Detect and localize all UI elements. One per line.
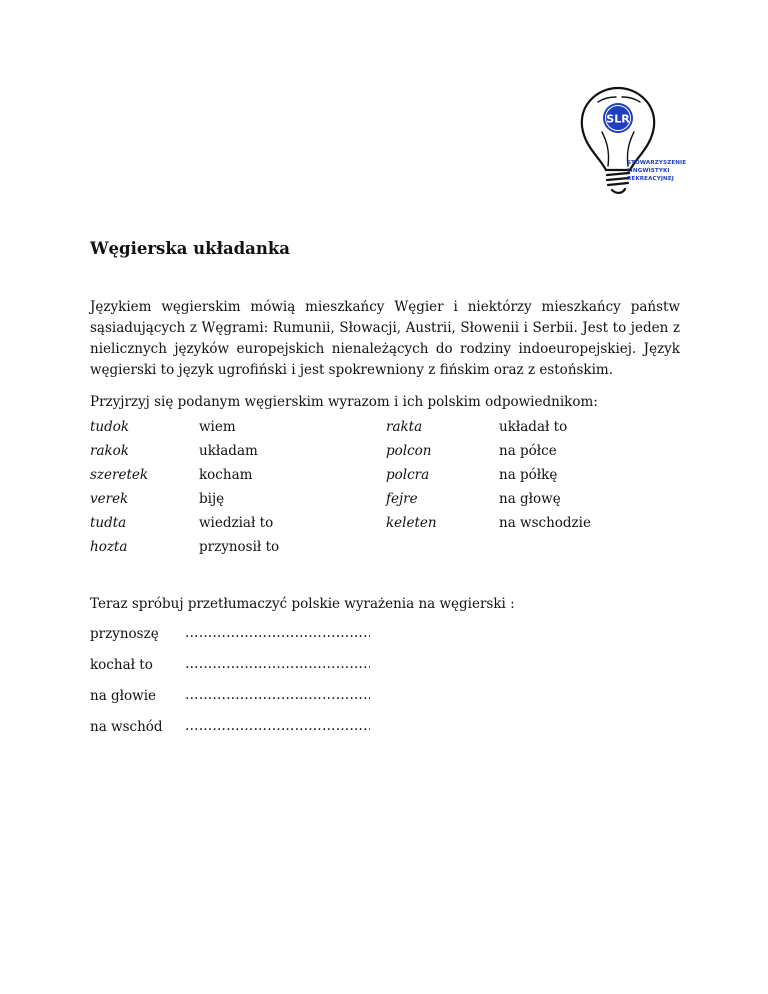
hungarian-word: fejre bbox=[386, 491, 418, 507]
hungarian-word: rakok bbox=[90, 443, 129, 459]
slr-badge-text: SLR bbox=[606, 112, 630, 126]
vocab-row bbox=[90, 415, 680, 439]
hungarian-word: szeretek bbox=[90, 467, 149, 483]
answer-field[interactable] bbox=[185, 715, 370, 737]
polish-phrase: kochał to bbox=[90, 657, 153, 673]
vocab-row bbox=[90, 511, 680, 535]
polish-translation: układał to bbox=[499, 419, 568, 435]
page-title: Węgierska układanka bbox=[90, 239, 290, 258]
hungarian-word: hozta bbox=[90, 539, 128, 555]
polish-translation: kocham bbox=[199, 467, 253, 483]
exercise-row bbox=[90, 622, 490, 646]
vocab-row bbox=[90, 463, 680, 487]
polish-phrase: przynoszę bbox=[90, 626, 159, 642]
polish-translation: na głowę bbox=[499, 491, 561, 507]
answer-field[interactable] bbox=[185, 622, 370, 644]
hungarian-word: keleten bbox=[386, 515, 437, 531]
hungarian-word: rakta bbox=[386, 419, 423, 435]
polish-translation: na półkę bbox=[499, 467, 558, 483]
hungarian-word: polcra bbox=[386, 467, 430, 483]
answer-field[interactable] bbox=[185, 653, 370, 675]
instruction-vocabulary: Przyjrzyj się podanym węgierskim wyrazom i ich polskim odpowiednikom: bbox=[90, 394, 598, 410]
logo-org-name: STOWARZYSZENIE LINGWISTYKI REKREACYJNEJ bbox=[627, 160, 687, 182]
polish-translation: na wschodzie bbox=[499, 515, 591, 531]
polish-phrase: na wschód bbox=[90, 719, 163, 735]
polish-translation: wiedział to bbox=[199, 515, 274, 531]
vocab-row bbox=[90, 535, 680, 559]
intro-paragraph: Językiem węgierskim mówią mieszkańcy Węgier i niektórzy mieszkańcy państw sąsiadujących z Węgrami: Rumunii, Słowacji, Austrii, Słowenii i Serbii. Jest to jeden z nielicznych języków europejskich nienależących do rodziny indoeuropejskiej. Język węgierski to język ugrofiński i jest spokrewniony z fińskim oraz z estońskim. bbox=[90, 299, 680, 378]
hungarian-word: tudta bbox=[90, 515, 127, 531]
polish-translation: biję bbox=[199, 491, 225, 507]
answer-field[interactable] bbox=[185, 684, 370, 706]
exercise-row bbox=[90, 715, 490, 739]
polish-translation: na półce bbox=[499, 443, 557, 459]
vocab-row bbox=[90, 487, 680, 511]
hungarian-word: verek bbox=[90, 491, 129, 507]
polish-phrase: na głowie bbox=[90, 688, 157, 704]
polish-translation: wiem bbox=[199, 419, 236, 435]
hungarian-word: tudok bbox=[90, 419, 130, 435]
polish-translation: układam bbox=[199, 443, 258, 459]
vocab-row bbox=[90, 439, 680, 463]
polish-translation: przynosił to bbox=[199, 539, 280, 555]
exercise-row bbox=[90, 684, 490, 708]
instruction-translate: Teraz spróbuj przetłumaczyć polskie wyrażenia na węgierski : bbox=[90, 596, 515, 612]
hungarian-word: polcon bbox=[386, 443, 432, 459]
exercise-row bbox=[90, 653, 490, 677]
